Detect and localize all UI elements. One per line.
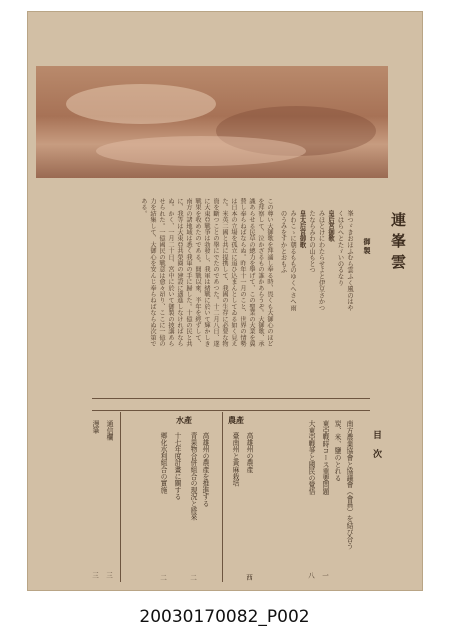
toc-item-text: 鄉化水利組合の實施 bbox=[159, 432, 167, 494]
toc-page-number: 二 bbox=[189, 573, 197, 580]
toc-item[interactable] bbox=[344, 420, 353, 578]
toc-item[interactable] bbox=[200, 432, 209, 580]
poem-line: みほとけにわたらせよと伊豆さかつたならみわの山もとつ bbox=[308, 210, 325, 311]
toc-page-number: 西 bbox=[245, 573, 253, 580]
poem-block bbox=[278, 210, 354, 315]
toc-item[interactable] bbox=[244, 432, 253, 580]
poem-line: 峯つゞきおほふむら雲ふく風のはやくはらへとたゞいのるなり bbox=[336, 210, 353, 311]
toc-item-text: 南方農業協會と協議會（會員）を結び合う bbox=[345, 420, 353, 550]
poem-line: みわこゝに朝るもものゆくへさへ雨のうみをすかとおもふ bbox=[279, 210, 296, 311]
toc-item-text: 臺南州と黃麻栽培 bbox=[231, 432, 239, 487]
toc-title: 目次 bbox=[371, 430, 381, 468]
category-header: 農產 bbox=[228, 415, 244, 425]
poem2-label: 皇太后宮御歌 bbox=[298, 210, 306, 248]
toc-item-text: 高雄州の農產を推進する bbox=[201, 432, 209, 507]
section-divider bbox=[92, 410, 370, 411]
toc-item[interactable] bbox=[332, 420, 341, 578]
toc-item[interactable] bbox=[306, 420, 315, 578]
toc-item[interactable] bbox=[90, 420, 99, 578]
toc-item-text: 青果物合併組合の現況と將來 bbox=[189, 432, 197, 521]
toc-item[interactable] bbox=[230, 432, 239, 580]
toc-item[interactable] bbox=[158, 432, 167, 580]
section-divider bbox=[92, 398, 370, 399]
column-divider bbox=[222, 412, 223, 582]
toc-item-text: 通信欄 bbox=[105, 420, 113, 441]
toc-item-text: 炭、米、鹽のとれる bbox=[333, 420, 341, 482]
toc-page-number: 八 bbox=[307, 571, 315, 578]
column-divider bbox=[120, 412, 121, 582]
toc-item[interactable] bbox=[320, 420, 329, 578]
toc-item-text: 東亞戰時コース重要問題 bbox=[321, 420, 329, 495]
poem-line: 皇后宮御歌 bbox=[327, 210, 334, 242]
toc-item-text: 高雄州の農產 bbox=[245, 432, 253, 473]
toc-item-text: 十七年度計畫に關する bbox=[173, 432, 181, 500]
toc-item[interactable] bbox=[172, 432, 181, 580]
image-caption: 20030170082_P002 bbox=[139, 607, 310, 627]
essay-title: 連峯雲 bbox=[389, 212, 407, 275]
toc-page-number: 一 bbox=[321, 571, 329, 578]
essay-body: この尊い大御歌を拜誦し奉る時、畏くも大御心のほどを拜察して、泣かざるもの誰かあらうぞ。大御歌、承識あらせる民草の總力を擧げて、この聖業の大業を翼賛し奉らねばならぬ。昨年十一月のこと、世界の情勢は日本の立場を孤立に追ひ込まんとしてゐる如く見えた。米英二國と共に提携して、我國の生存に必要な物資を斷つことの擧にでたのであつた。十二月八日、遂に大東亞戰爭は勃發し、我軍は緒戰に於いて輝かしき戰果を收めたのである。開戰以來、半年を經ずして、南方の諸地域は悉く我軍の手に歸した。十億の民と共に、我等は大東亞共榮圈の建設に邁進しなければならぬ。かく、一月二十日、宮中に於いて御製の披講あらせられた。一億國民の戰意は愈々昂り、ここに一億の力を結集して、大御心を安んじ奉らねばならぬ次第である。 bbox=[140, 198, 273, 347]
toc-page-number: 三 bbox=[91, 571, 99, 578]
toc-item-text: 大東亞戰爭と國民の覺悟 bbox=[307, 420, 315, 495]
photo-cloud bbox=[66, 84, 216, 124]
poem-label: 御製 bbox=[363, 238, 372, 256]
toc-item[interactable] bbox=[188, 432, 197, 580]
toc-page-number: 三 bbox=[105, 571, 113, 578]
toc-item[interactable] bbox=[104, 420, 113, 578]
photo-cloud bbox=[96, 136, 306, 166]
landscape-photo bbox=[36, 66, 388, 178]
category-header: 水產 bbox=[176, 415, 192, 425]
toc-item-text: 漫筆 bbox=[91, 420, 99, 434]
toc-page-number: 二 bbox=[159, 573, 167, 580]
